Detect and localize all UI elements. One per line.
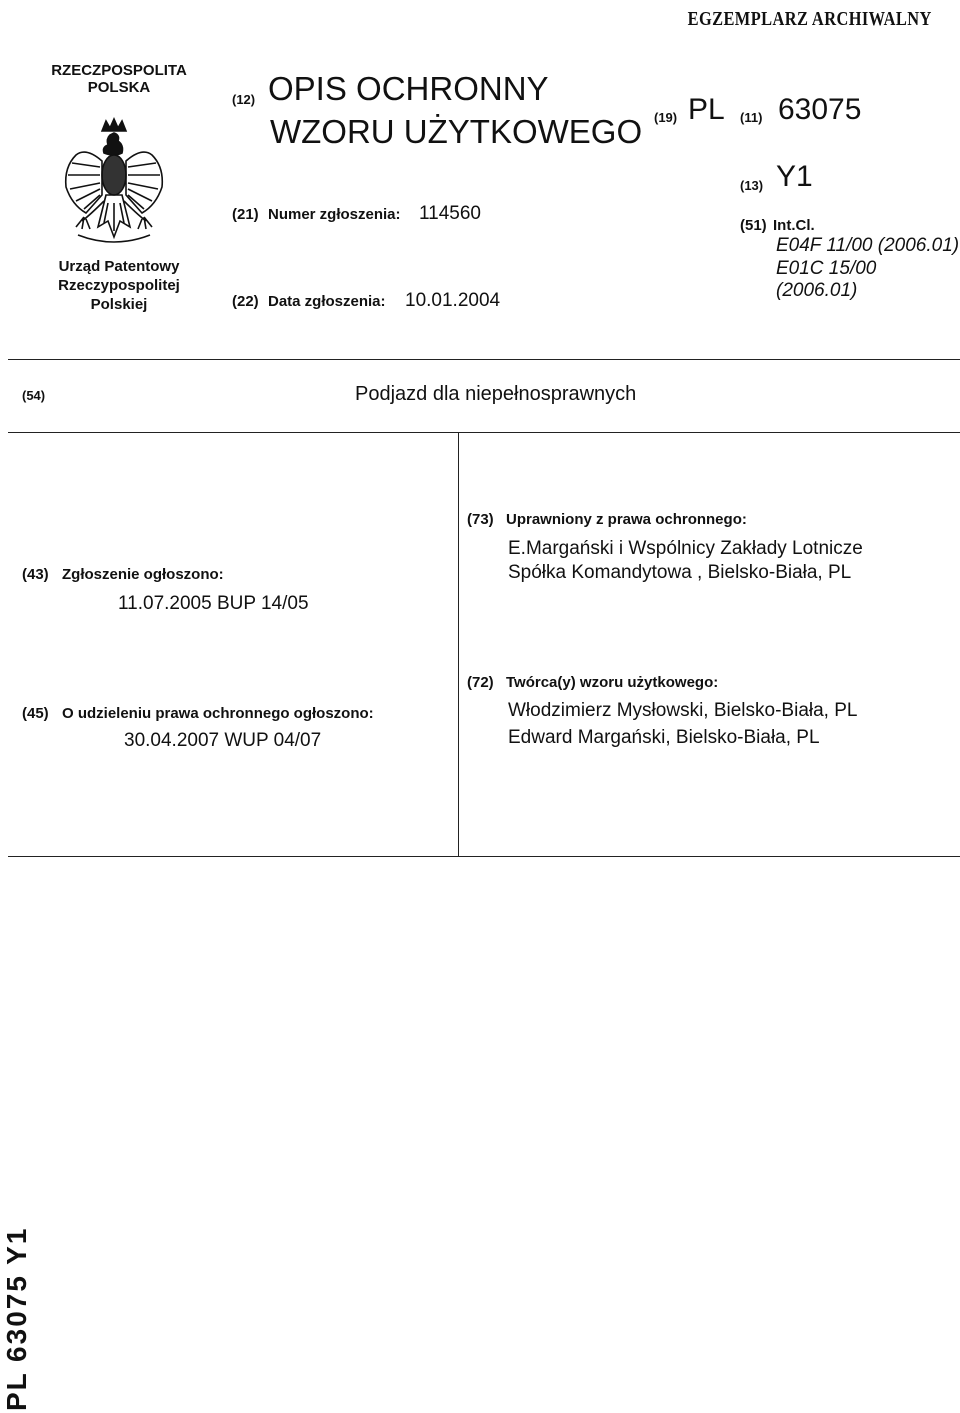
divider-bottom [8,856,960,857]
holder-line2: Spółka Komandytowa , Bielsko-Biała, PL [508,562,852,583]
archive-stamp: EGZEMPLARZ ARCHIWALNY [687,8,932,30]
publication-code: (43) [22,566,49,583]
classification-label: Int.Cl. [773,217,815,234]
creators-line2: Edward Margański, Bielsko-Biała, PL [508,727,820,748]
holder-code: (73) [467,511,494,528]
publication-label: Zgłoszenie ogłoszono: [62,566,224,583]
polish-eagle-emblem [56,117,172,257]
country-name: RZECZPOSPOLITA POLSKA [51,62,187,96]
country-code-code: (19) [654,110,678,125]
divider-vertical [458,432,459,856]
classification-item-2: E01C 15/00 (2006.01) [776,258,877,301]
document-title: Podjazd dla niepełnosprawnych [355,383,637,405]
classification-code: (51) [740,217,767,234]
application-number-value: 114560 [419,203,481,224]
patent-number-code: (11) [740,110,763,125]
title-code: (54) [22,388,46,403]
filing-date-label: Data zgłoszenia: [268,293,386,310]
office-name-line2: Rzeczypospolitej [58,277,180,294]
divider-top [8,359,960,360]
creators-code: (72) [467,674,494,691]
filing-date-value: 10.01.2004 [405,290,501,311]
holder-label: Uprawniony z prawa ochronnego: [506,511,747,528]
creators-label: Twórca(y) wzoru użytkowego: [506,674,719,691]
filing-date-code: (22) [232,293,259,310]
holder-line1: E.Margański i Wspólnicy Zakłady Lotnicze [508,538,863,559]
application-number-code: (21) [232,206,259,223]
doc-type-line1: OPIS OCHRONNY [268,70,549,107]
doc-type-line2: WZORU UŻYTKOWEGO [270,113,643,150]
office-name-line3: Polskiej [90,296,148,313]
kind-code: (13) [740,178,764,193]
patent-number-value: 63075 [778,93,862,126]
kind-value: Y1 [776,160,813,193]
doc-type-code: (12) [232,92,256,107]
application-number-label: Numer zgłoszenia: [268,206,401,223]
office-name-line1: Urząd Patentowy [58,258,180,275]
grant-label: O udzieleniu prawa ochronnego ogłoszono: [62,705,374,722]
classification-item-1: E04F 11/00 (2006.01) [776,235,960,256]
spine-label: PL 63075 Y1 [1,1226,32,1411]
creators-line1: Włodzimierz Mysłowski, Bielsko-Biała, PL [508,700,858,721]
divider-title [8,432,960,433]
publication-value: 11.07.2005 BUP 14/05 [118,593,309,614]
grant-code: (45) [22,705,49,722]
grant-value: 30.04.2007 WUP 04/07 [124,730,322,751]
country-code-value: PL [688,93,725,126]
